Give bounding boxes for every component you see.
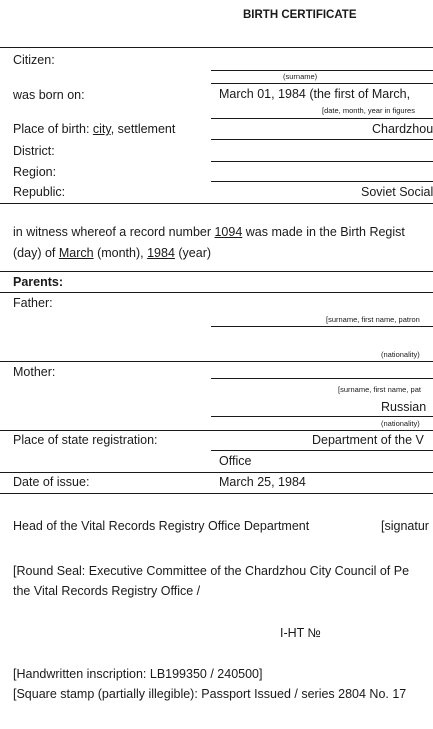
document-title: BIRTH CERTIFICATE [243, 9, 357, 21]
parents-top-rule [0, 271, 433, 272]
witness-year: 1984 [147, 246, 175, 260]
citizen-label: Citizen: [13, 53, 55, 67]
citizen-line [211, 70, 433, 71]
mother-rule [0, 430, 433, 431]
office-text: Office [219, 454, 252, 468]
issue-date: March 25, 1984 [219, 475, 306, 489]
state-registration-label: Place of state registration: [13, 433, 158, 447]
witness-text-a: in witness whereof a record number [13, 225, 215, 239]
witness-month: March [58, 246, 94, 260]
series-number: I-HT № [280, 626, 321, 640]
parents-label: Parents: [13, 275, 64, 289]
witness-line-2 [13, 246, 211, 261]
seal-line-1: [Round Seal: Executive Committee of the Chardzhou City Council of Pe [13, 564, 410, 578]
witness-day: (day) of [13, 246, 59, 260]
region-label: Region: [13, 165, 57, 179]
witness-line-1 [13, 225, 405, 240]
district-label: District: [13, 144, 55, 158]
father-nationality-hint: (nationality) [381, 350, 420, 359]
square-stamp: [Square stamp (partially illegible): Passport Issued / series 2804 No. 17 [13, 687, 407, 701]
father-label: Father: [13, 296, 53, 310]
seal-line-2: the Vital Records Registry Office / [13, 584, 201, 598]
state-registration-line [211, 450, 433, 451]
office-rule [0, 472, 433, 473]
record-number: 1094 [214, 225, 243, 239]
handwritten-inscription: [Handwritten inscription: LB199350 / 240500] [13, 667, 263, 681]
mother-nationality-hint: (nationality) [381, 419, 420, 428]
state-registration-value: Department of the V [312, 433, 424, 447]
father-name-line [211, 326, 433, 327]
witness-year-hint: (year) [174, 246, 212, 260]
place-label [13, 122, 175, 137]
father-rule [0, 361, 433, 362]
issue-label: Date of issue: [13, 475, 90, 489]
mother-nationality-line [211, 416, 433, 417]
date-hint: [date, month, year in figures [322, 106, 415, 115]
place-rest: , settlement [110, 122, 176, 136]
place-line [211, 139, 433, 140]
place-value: Chardzhou [372, 122, 433, 136]
mother-top-line [211, 378, 433, 379]
signature-text: [signatur [381, 519, 429, 533]
district-line [211, 161, 433, 162]
region-line [211, 181, 433, 182]
head-label: Head of the Vital Records Registry Office Department [13, 519, 310, 533]
top-rule [0, 47, 433, 48]
born-line [211, 118, 433, 119]
born-label: was born on: [13, 88, 85, 102]
father-name-hint: [surname, first name, patron [326, 315, 420, 324]
mother-label: Mother: [13, 365, 56, 379]
born-top-line [211, 83, 433, 84]
born-value: March 01, 1984 (the first of March, [219, 87, 411, 101]
witness-month-hint: (month), [93, 246, 148, 260]
place-city: city [92, 122, 111, 136]
issue-rule [0, 493, 433, 494]
witness-text-b: was made in the Birth Regist [242, 225, 405, 239]
mother-name-hint: [surname, first name, pat [338, 385, 421, 394]
republic-label: Republic: [13, 185, 66, 199]
republic-value: Soviet Social [361, 185, 433, 199]
republic-rule [0, 203, 433, 204]
mother-nationality: Russian [381, 400, 427, 414]
place-label-text: Place of birth: [13, 122, 93, 136]
parents-rule [0, 292, 433, 293]
surname-hint: (surname) [283, 72, 318, 81]
